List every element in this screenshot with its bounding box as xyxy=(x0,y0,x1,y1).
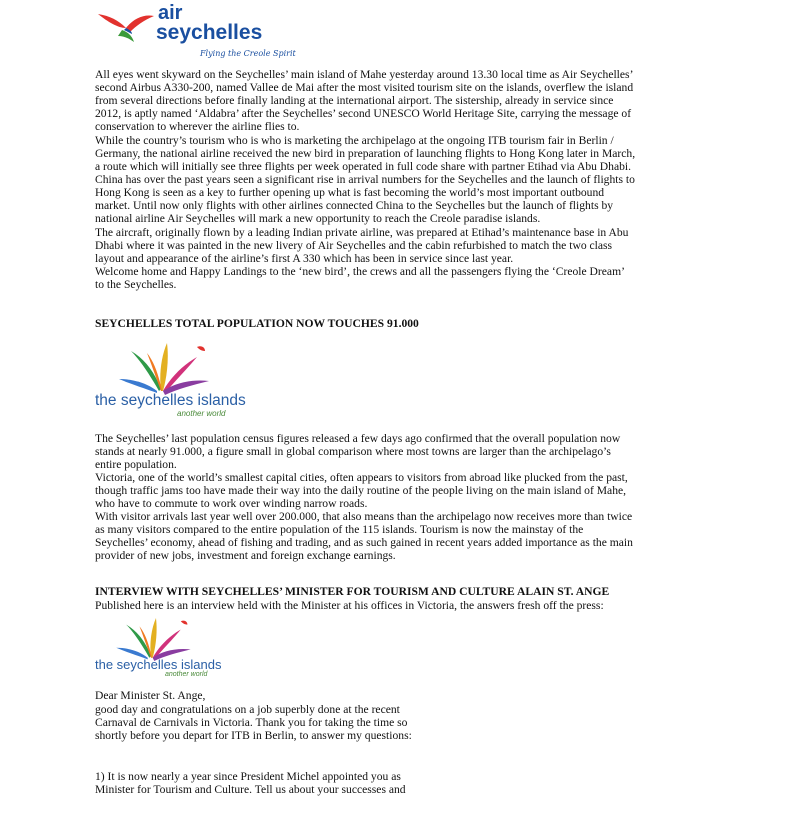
interview-intro: Published here is an interview held with the Minister at his offices in Victoria, the answers fresh off the press: xyxy=(95,599,604,612)
population-paragraph-3: With visitor arrivals last year well over 200.000, that also means than the archipelago now receives more than twice as many visitors compared to the entire population of the 115 islands. Tourism is now the mainstay of the Seychelles’ economy, ahead of fishing and trading, and as such gained in recent years added importance as the main provider of new jobs, investment and foreign exchange earnings. xyxy=(95,510,633,563)
logo-name-text-small: the seychelles islands xyxy=(95,657,222,672)
bird-icon xyxy=(96,10,158,46)
letter-greeting: Dear Minister St. Ange, xyxy=(95,689,206,702)
article1-paragraph-1: All eyes went skyward on the Seychelles’ main island of Mahe yesterday around 13.30 local time as Air Seychelles’ second Airbus A330-200, named Vallee de Mai after the most visited tourism site on the islands, overflew the island from several directions before finally landing at the international airport. The sistership, already in service since 2012, is aptly named ‘Aldabra’ after the Seychelles’ second UNESCO World Heritage Site, carrying the message of conservation to wherever the airline flies to. xyxy=(95,68,634,134)
palm-flower-icon xyxy=(101,337,221,395)
brand-seychelles: seychelles xyxy=(156,21,263,44)
interview-heading: INTERVIEW WITH SEYCHELLES’ MINISTER FOR TOURISM AND CULTURE ALAIN ST. ANGE xyxy=(95,585,610,598)
question-1: 1) It is now nearly a year since President Michel appointed you as Minister for Tourism and Culture. Tell us about your successes and xyxy=(95,770,406,797)
brand-air: air xyxy=(158,2,183,24)
logo-name-text: the seychelles islands xyxy=(95,392,246,409)
brand-tagline: Flying the Creole Spirit xyxy=(200,49,296,58)
article1-paragraph-4: The aircraft, originally flown by a leading Indian private airline, was prepared at Etihad’s maintenance base in Abu Dhabi where it was painted in the new livery of Air Seychelles and the cabin refurbished to match the two class layout and appearance of the airline’s first A 330 which has been in service since last year. xyxy=(95,226,629,266)
seychelles-islands-logo-small xyxy=(95,613,220,681)
letter-body: good day and congratulations on a job superbly done at the recent Carnaval de Carnivals in Victoria. Thank you for taking the time so shortly before you depart for ITB in Berlin, to answer my questions: xyxy=(95,703,412,743)
logo-sub-text: another world xyxy=(177,409,226,418)
seychelles-islands-logo xyxy=(95,337,245,419)
population-heading: SEYCHELLES TOTAL POPULATION NOW TOUCHES 91.000 xyxy=(95,317,419,330)
article1-paragraph-2: While the country’s tourism who is who is marketing the archipelago at the ongoing ITB tourism fair in Berlin / Germany, the national airline received the new bird in preparation of launching flights to Hong Kong later in March, a route which will initially see three flights per week operated in full code share with partner Etihad via Abu Dhabi. xyxy=(95,134,636,174)
air-seychelles-logo xyxy=(96,2,296,58)
article1-paragraph-3: China has over the past years seen a significant rise in arrival numbers for the Seychelles and the launch of flights to Hong Kong is seen as a key to further opening up what is fast becoming the world’s most important outbound market. Until now only flights with other airlines connected China to the Seychelles but the launch of flights by national airline Air Seychelles will mark a new opportunity to reach the Creole paradise islands. xyxy=(95,173,635,226)
article1-paragraph-5: Welcome home and Happy Landings to the ‘new bird’, the crews and all the passengers flying the ‘Creole Dream’ to the Seychelles. xyxy=(95,265,625,292)
palm-flower-icon-small xyxy=(101,613,201,661)
logo-sub-text-small: another world xyxy=(165,671,208,678)
population-paragraph-2: Victoria, one of the world’s smallest capital cities, often appears to visitors from abroad like plucked from the past, though traffic jams too have made their way into the daily routine of the people living on the main island of Mahe, who have to commute to work over winding narrow roads. xyxy=(95,471,628,511)
population-paragraph-1: The Seychelles’ last population census figures released a few days ago confirmed that the overall population now stands at nearly 91.000, a figure small in global comparison where most towns are larger than the archipelago’s entire population. xyxy=(95,432,621,472)
